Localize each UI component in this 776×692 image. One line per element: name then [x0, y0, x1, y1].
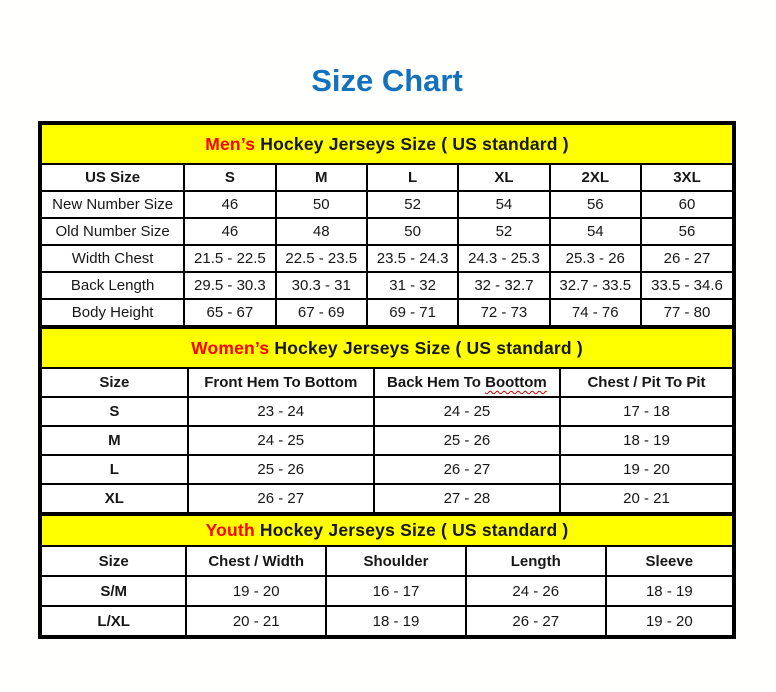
size-value-cell: 54: [458, 191, 549, 218]
womens-size-table: [40, 327, 734, 514]
womens-row: [41, 397, 733, 426]
size-value-cell: 16 - 17: [326, 576, 466, 606]
size-value-cell: 52: [367, 191, 458, 218]
size-value-cell: 26 - 27: [641, 245, 733, 272]
size-value-cell: 25.3 - 26: [550, 245, 641, 272]
youth-column-header: Size: [41, 546, 186, 576]
mens-column-header: XL: [458, 164, 549, 191]
size-value-cell: 23.5 - 24.3: [367, 245, 458, 272]
mens-column-header: US Size: [41, 164, 184, 191]
youth-column-header: Shoulder: [326, 546, 466, 576]
size-value-cell: 24 - 25: [188, 426, 374, 455]
size-row-label: L: [41, 455, 188, 484]
size-value-cell: 18 - 19: [326, 606, 466, 636]
size-value-cell: 27 - 28: [374, 484, 560, 513]
size-value-cell: 67 - 69: [276, 299, 367, 326]
womens-banner: [41, 328, 733, 368]
size-row-label: Body Height: [41, 299, 184, 326]
size-value-cell: 29.5 - 30.3: [184, 272, 275, 299]
size-value-cell: 77 - 80: [641, 299, 733, 326]
size-value-cell: 72 - 73: [458, 299, 549, 326]
size-value-cell: 30.3 - 31: [276, 272, 367, 299]
womens-column-header: [374, 368, 560, 397]
size-row-label: Back Length: [41, 272, 184, 299]
size-value-cell: 46: [184, 191, 275, 218]
youth-row: [41, 576, 733, 606]
size-value-cell: 20 - 21: [186, 606, 326, 636]
size-value-cell: 18 - 19: [606, 576, 733, 606]
mens-banner-text: Hockey Jerseys Size ( US standard ): [255, 133, 569, 154]
youth-column-header: Sleeve: [606, 546, 733, 576]
mens-row: [41, 299, 733, 326]
size-row-label: L/XL: [41, 606, 186, 636]
size-value-cell: 22.5 - 23.5: [276, 245, 367, 272]
size-value-cell: 23 - 24: [188, 397, 374, 426]
youth-banner-keyword: Youth: [205, 520, 255, 540]
youth-column-header: Chest / Width: [186, 546, 326, 576]
size-value-cell: 46: [184, 218, 275, 245]
size-value-cell: 18 - 19: [560, 426, 733, 455]
size-value-cell: 31 - 32: [367, 272, 458, 299]
mens-column-header: L: [367, 164, 458, 191]
mens-size-table: [40, 123, 734, 327]
size-value-cell: 32.7 - 33.5: [550, 272, 641, 299]
size-value-cell: 26 - 27: [188, 484, 374, 513]
youth-size-table: [40, 514, 734, 637]
size-value-cell: 54: [550, 218, 641, 245]
size-row-label: M: [41, 426, 188, 455]
size-value-cell: 24 - 25: [374, 397, 560, 426]
size-value-cell: 65 - 67: [184, 299, 275, 326]
mens-row: [41, 272, 733, 299]
size-value-cell: 48: [276, 218, 367, 245]
misspelled-word: Boottom: [485, 374, 547, 391]
size-value-cell: 17 - 18: [560, 397, 733, 426]
size-value-cell: 52: [458, 218, 549, 245]
womens-row: [41, 426, 733, 455]
mens-row: [41, 218, 733, 245]
size-value-cell: 56: [550, 191, 641, 218]
size-value-cell: 50: [276, 191, 367, 218]
size-value-cell: 74 - 76: [550, 299, 641, 326]
size-value-cell: 26 - 27: [374, 455, 560, 484]
size-chart-tables: [38, 121, 736, 639]
size-row-label: S: [41, 397, 188, 426]
size-value-cell: 69 - 71: [367, 299, 458, 326]
size-value-cell: 26 - 27: [466, 606, 606, 636]
size-value-cell: 21.5 - 22.5: [184, 245, 275, 272]
mens-column-header: M: [276, 164, 367, 191]
womens-row: [41, 455, 733, 484]
mens-row: [41, 245, 733, 272]
mens-row: [41, 191, 733, 218]
mens-column-header: S: [184, 164, 275, 191]
womens-banner-text: Hockey Jerseys Size ( US standard ): [269, 337, 583, 358]
mens-banner-keyword: Men’s: [205, 133, 256, 154]
size-value-cell: 50: [367, 218, 458, 245]
womens-banner-keyword: Women’s: [191, 337, 270, 358]
size-row-label: Old Number Size: [41, 218, 184, 245]
size-value-cell: 24 - 26: [466, 576, 606, 606]
size-row-label: Width Chest: [41, 245, 184, 272]
page-title: Size Chart: [311, 63, 463, 98]
womens-column-header: Chest / Pit To Pit: [560, 368, 733, 397]
size-value-cell: 25 - 26: [188, 455, 374, 484]
size-value-cell: 56: [641, 218, 733, 245]
womens-column-header: Size: [41, 368, 188, 397]
mens-column-header: 3XL: [641, 164, 733, 191]
column-header-text: Back Hem To: [387, 374, 486, 391]
size-row-label: New Number Size: [41, 191, 184, 218]
mens-column-header: 2XL: [550, 164, 641, 191]
size-value-cell: 19 - 20: [606, 606, 733, 636]
size-value-cell: 60: [641, 191, 733, 218]
youth-column-header: Length: [466, 546, 606, 576]
size-value-cell: 19 - 20: [560, 455, 733, 484]
size-value-cell: 20 - 21: [560, 484, 733, 513]
size-value-cell: 19 - 20: [186, 576, 326, 606]
womens-row: [41, 484, 733, 513]
womens-column-header: Front Hem To Bottom: [188, 368, 374, 397]
size-value-cell: 25 - 26: [374, 426, 560, 455]
youth-banner-text: Hockey Jerseys Size ( US standard ): [254, 520, 569, 540]
youth-banner: [41, 515, 733, 546]
size-row-label: XL: [41, 484, 188, 513]
mens-banner: [41, 124, 733, 164]
size-value-cell: 33.5 - 34.6: [641, 272, 733, 299]
size-row-label: S/M: [41, 576, 186, 606]
youth-row: [41, 606, 733, 636]
size-value-cell: 32 - 32.7: [458, 272, 549, 299]
size-value-cell: 24.3 - 25.3: [458, 245, 549, 272]
